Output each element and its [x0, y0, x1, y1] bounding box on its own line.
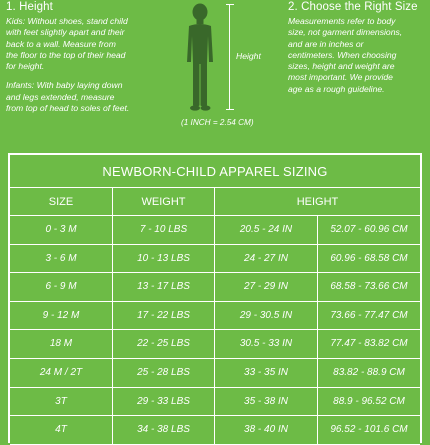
- cell-weight: 17 - 22 LBS: [113, 302, 215, 330]
- size-line: and are in inches or: [288, 38, 364, 49]
- cell-height-cm: 52.07 - 60.96 CM: [330, 224, 408, 235]
- cell-height-cm: 60.96 - 68.58 CM: [330, 252, 408, 264]
- size-line: sizes, height and weight are: [288, 61, 395, 72]
- table-row: [10, 388, 420, 417]
- cell-size: 0 - 3 M: [10, 216, 113, 244]
- kids-line: Kids: Without shoes, stand child: [6, 16, 128, 26]
- cell-height-in: 27 - 29 IN: [215, 273, 318, 301]
- cell-weight: 10 - 13 LBS: [113, 245, 215, 273]
- cell-height-cm: 83.82 - 88.9 CM: [333, 366, 405, 378]
- child-silhouette-icon: [178, 2, 222, 112]
- cell-size: 3T: [10, 388, 113, 416]
- kids-instructions: [6, 16, 166, 72]
- cell-weight: 25 - 28 LBS: [113, 359, 215, 387]
- cell-size: 24 M / 2T: [10, 359, 113, 387]
- instructions-panel: [0, 0, 430, 152]
- cell-height-in: 38 - 40 IN: [215, 416, 318, 444]
- cell-height-cm: 77.47 - 83.82 CM: [330, 338, 408, 350]
- cell-weight: 29 - 33 LBS: [113, 388, 215, 416]
- table-row: [10, 245, 420, 274]
- cell-weight: 34 - 38 LBS: [113, 416, 215, 444]
- size-line: most important. We provide: [288, 72, 393, 83]
- table-title: NEWBORN-CHILD APPAREL SIZING: [10, 155, 420, 188]
- header-size: SIZE: [10, 188, 113, 215]
- kids-line: for height.: [6, 61, 45, 72]
- cell-weight: 22 - 25 LBS: [113, 330, 215, 358]
- header-height: HEIGHT: [296, 196, 339, 208]
- table-row: [10, 273, 420, 302]
- header-weight: WEIGHT: [113, 188, 215, 215]
- size-line: centimeters. When choosing: [288, 49, 397, 60]
- cell-height-in: 30.5 - 33 IN: [215, 330, 318, 358]
- height-instructions: [6, 1, 166, 114]
- size-line: Measurements refer to body: [288, 16, 396, 26]
- cell-height-cm: 73.66 - 77.47 CM: [330, 309, 408, 321]
- cell-size: 9 - 12 M: [10, 302, 113, 330]
- size-instructions: [288, 1, 428, 95]
- cell-height-cm: 68.58 - 73.66 CM: [330, 281, 408, 293]
- cell-size: 6 - 9 M: [10, 273, 113, 301]
- cell-weight: 7 - 10 LBS: [113, 216, 215, 244]
- cell-height-cm: 88.9 - 96.52 CM: [333, 395, 405, 407]
- table-row: [10, 216, 420, 245]
- infants-line: from top of head to soles of feet.: [6, 103, 130, 114]
- table-header-row: [10, 188, 420, 216]
- cell-height-in: 24 - 27 IN: [215, 245, 318, 273]
- choose-size-heading: 2. Choose the Right Size: [288, 1, 418, 13]
- size-line: size, not garment dimensions,: [288, 27, 403, 38]
- ruler-line: [229, 5, 230, 109]
- cell-size: 18 M: [10, 330, 113, 358]
- kids-line: the floor to the top of their head: [6, 49, 126, 60]
- height-label: Height: [236, 51, 261, 61]
- table-row: [10, 330, 420, 359]
- cell-weight: 13 - 17 LBS: [113, 273, 215, 301]
- infants-instructions: [6, 80, 166, 114]
- sizing-table: [8, 153, 422, 443]
- inch-conversion-note: (1 INCH = 2.54 CM): [181, 118, 254, 127]
- cell-height-in: 35 - 38 IN: [215, 388, 318, 416]
- cell-size: 3 - 6 M: [10, 245, 113, 273]
- kids-line: back to a wall. Measure from: [6, 38, 116, 49]
- table-row: [10, 359, 420, 388]
- cell-height-in: 29 - 30.5 IN: [215, 302, 318, 330]
- height-ruler: [226, 4, 234, 110]
- cell-height-in: 20.5 - 24 IN: [215, 216, 318, 244]
- table-row: [10, 302, 420, 331]
- size-line: age as a rough guideline.: [288, 83, 385, 94]
- height-heading: 1. Height: [6, 1, 53, 13]
- kids-line: with feet slightly apart and their: [6, 27, 125, 38]
- cell-height-cm: 96.52 - 101.6 CM: [330, 424, 408, 436]
- table-row: [10, 416, 420, 445]
- infants-line: and legs extended, measure: [6, 91, 115, 102]
- cell-size: 4T: [10, 416, 113, 444]
- cell-height-in: 33 - 35 IN: [215, 359, 318, 387]
- infants-line: Infants: With baby laying down: [6, 80, 123, 91]
